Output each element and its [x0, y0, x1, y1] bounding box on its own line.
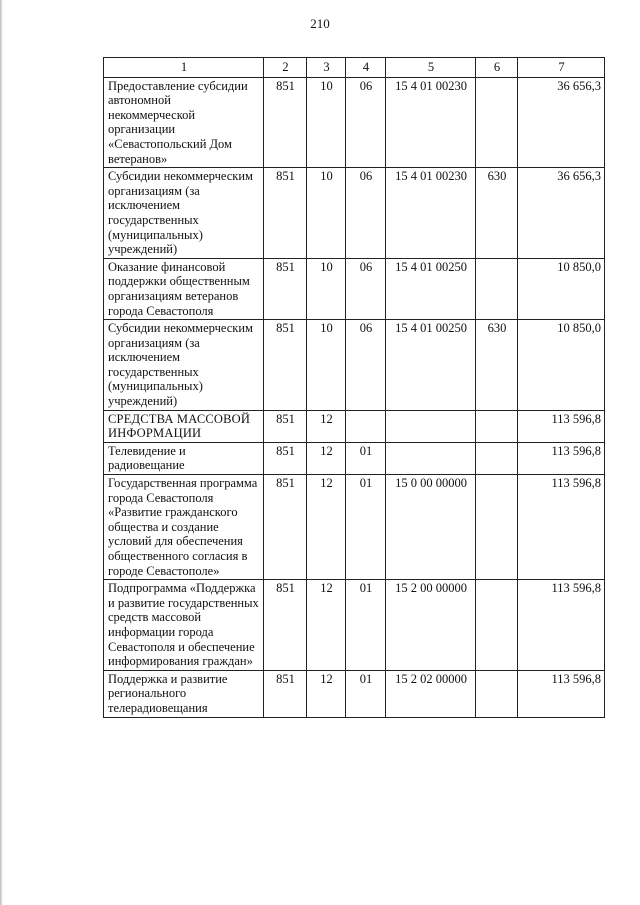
- row-ministry-code: 851: [264, 475, 307, 580]
- row-expense-type: [476, 77, 518, 168]
- row-section-code: 12: [307, 670, 346, 717]
- row-ministry-code: 851: [264, 320, 307, 411]
- row-target-code: 15 2 00 00000: [386, 580, 476, 671]
- row-expense-type: [476, 410, 518, 442]
- row-amount: 113 596,8: [518, 410, 605, 442]
- row-section-code: 10: [307, 77, 346, 168]
- table-row: [104, 475, 605, 580]
- header-col-3: 3: [307, 58, 346, 78]
- header-col-4: 4: [346, 58, 386, 78]
- table-row: [104, 320, 605, 411]
- row-target-code: [386, 442, 476, 474]
- row-amount: 36 656,3: [518, 77, 605, 168]
- row-ministry-code: 851: [264, 77, 307, 168]
- row-subsection-code: 06: [346, 320, 386, 411]
- row-ministry-code: 851: [264, 410, 307, 442]
- row-amount: 113 596,8: [518, 442, 605, 474]
- table-row: [104, 442, 605, 474]
- table-row: [104, 168, 605, 259]
- row-amount: 36 656,3: [518, 168, 605, 259]
- header-col-2: 2: [264, 58, 307, 78]
- header-col-6: 6: [476, 58, 518, 78]
- row-name: СРЕДСТВА МАССОВОЙ ИНФОРМАЦИИ: [104, 410, 264, 442]
- row-section-code: 10: [307, 168, 346, 259]
- row-expense-type: 630: [476, 320, 518, 411]
- row-name: Государственная программа города Севастополя «Развитие гражданского общества и создание условий для обеспечения общественного согласия в городе Севастополе»: [104, 475, 264, 580]
- row-amount: 113 596,8: [518, 475, 605, 580]
- header-col-5: 5: [386, 58, 476, 78]
- row-ministry-code: 851: [264, 258, 307, 319]
- row-expense-type: [476, 670, 518, 717]
- row-ministry-code: 851: [264, 670, 307, 717]
- row-name: Оказание финансовой поддержки общественным организациям ветеранов города Севастополя: [104, 258, 264, 319]
- row-target-code: [386, 410, 476, 442]
- table-row: [104, 410, 605, 442]
- row-amount: 113 596,8: [518, 670, 605, 717]
- row-name: Поддержка и развитие регионального телерадиовещания: [104, 670, 264, 717]
- row-name: Подпрограмма «Поддержка и развитие государственных средств массовой информации города Севастополя и обеспечение информирования граждан»: [104, 580, 264, 671]
- row-subsection-code: 01: [346, 580, 386, 671]
- row-subsection-code: 01: [346, 670, 386, 717]
- row-subsection-code: 01: [346, 442, 386, 474]
- row-target-code: 15 0 00 00000: [386, 475, 476, 580]
- table-row: [104, 670, 605, 717]
- row-target-code: 15 4 01 00230: [386, 77, 476, 168]
- row-section-code: 12: [307, 410, 346, 442]
- header-col-7: 7: [518, 58, 605, 78]
- row-target-code: 15 4 01 00230: [386, 168, 476, 259]
- row-name: Предоставление субсидии автономной некоммерческой организации «Севастопольский Дом ветеранов»: [104, 77, 264, 168]
- row-amount: 10 850,0: [518, 258, 605, 319]
- table-row: [104, 580, 605, 671]
- row-subsection-code: 06: [346, 77, 386, 168]
- page-number: 210: [310, 16, 330, 31]
- header-col-1: 1: [104, 58, 264, 78]
- row-expense-type: [476, 475, 518, 580]
- row-section-code: 12: [307, 580, 346, 671]
- table-row: [104, 77, 605, 168]
- scan-edge: [0, 0, 3, 905]
- row-section-code: 10: [307, 320, 346, 411]
- row-section-code: 12: [307, 475, 346, 580]
- row-name: Субсидии некоммерческим организациям (за исключением государственных (муниципальных) учреждений): [104, 320, 264, 411]
- row-amount: 10 850,0: [518, 320, 605, 411]
- row-section-code: 10: [307, 258, 346, 319]
- budget-table: [103, 57, 605, 718]
- row-expense-type: [476, 442, 518, 474]
- row-subsection-code: 01: [346, 475, 386, 580]
- row-expense-type: 630: [476, 168, 518, 259]
- row-section-code: 12: [307, 442, 346, 474]
- row-target-code: 15 2 02 00000: [386, 670, 476, 717]
- row-ministry-code: 851: [264, 168, 307, 259]
- row-subsection-code: 06: [346, 168, 386, 259]
- row-target-code: 15 4 01 00250: [386, 258, 476, 319]
- table-header-row: [104, 58, 605, 78]
- row-amount: 113 596,8: [518, 580, 605, 671]
- row-ministry-code: 851: [264, 580, 307, 671]
- row-expense-type: [476, 580, 518, 671]
- row-target-code: 15 4 01 00250: [386, 320, 476, 411]
- row-name: Субсидии некоммерческим организациям (за исключением государственных (муниципальных) учреждений): [104, 168, 264, 259]
- row-name: Телевидение и радиовещание: [104, 442, 264, 474]
- row-subsection-code: 06: [346, 258, 386, 319]
- table-row: [104, 258, 605, 319]
- row-expense-type: [476, 258, 518, 319]
- row-subsection-code: [346, 410, 386, 442]
- row-ministry-code: 851: [264, 442, 307, 474]
